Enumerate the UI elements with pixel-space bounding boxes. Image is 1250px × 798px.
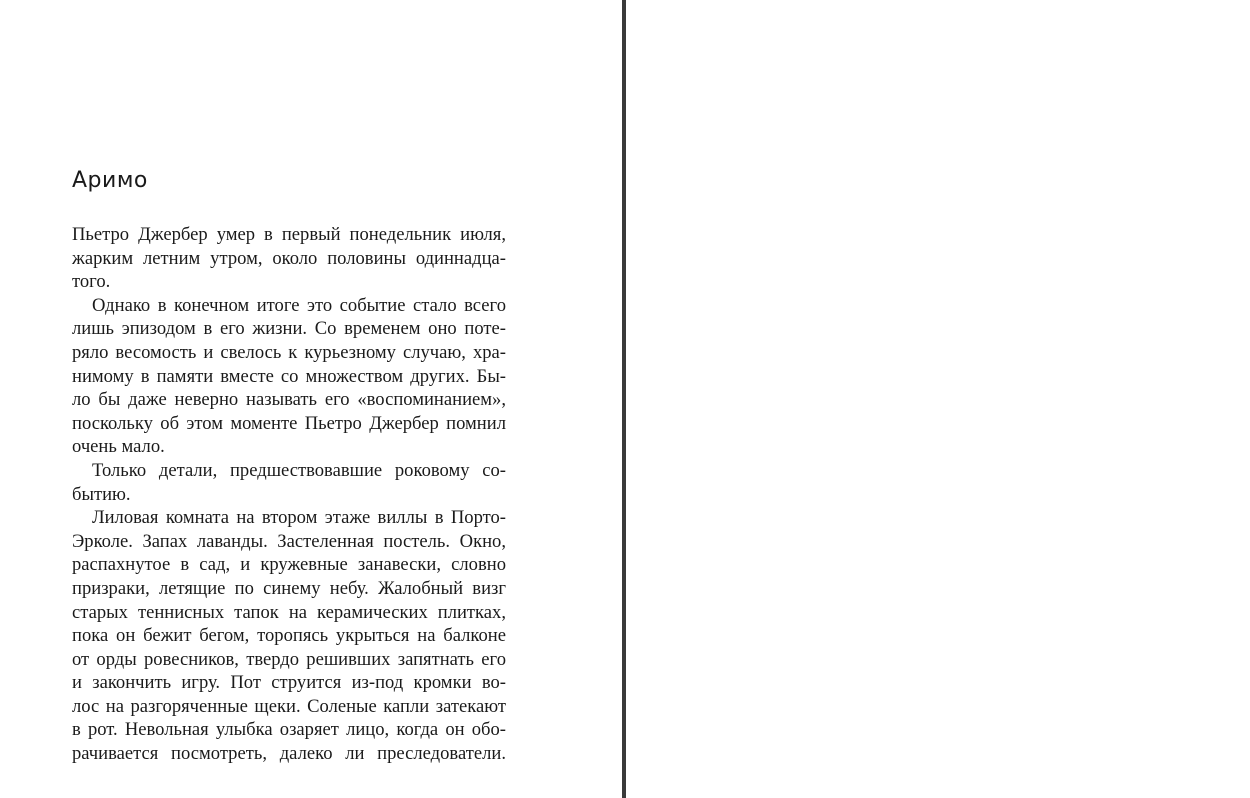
text-line: ло бы даже неверно называть его «воспоминанием», [72,389,506,411]
text-line: Только детали, предшествовавшие роковому со- [92,459,506,481]
text-line: рачивается посмотреть, далеко ли преследователи. [72,743,506,765]
text-line: того. [72,271,111,293]
left-page [0,0,622,798]
text-line: жарким летним утром, около половины одиннадца- [72,247,506,269]
right-page [626,0,1250,798]
text-line: лишь эпизодом в его жизни. Со временем оно поте- [72,318,506,340]
text-line: ряло весомость и свелось к курьезному случаю, хра- [72,341,506,363]
text-line: нимому в памяти вместе со множеством других. Бы- [72,365,506,387]
text-line: пока он бежит бегом, торопясь укрыться на балконе [72,625,506,647]
text-line: в рот. Невольная улыбка озаряет лицо, когда он обо- [72,719,506,741]
text-line: от орды ровесников, твердо решивших запятнать его [72,648,506,670]
text-line: Лиловая комната на втором этаже виллы в Порто- [92,507,506,529]
text-line: бытию. [72,483,131,505]
chapter-title: Аримо [72,168,148,193]
text-line: Однако в конечном итоге это событие стало всего [92,294,506,316]
text-line: призраки, летящие по синему небу. Жалобный визг [72,577,506,599]
text-line: поскольку об этом моменте Пьетро Джербер помнил [72,412,506,434]
text-line: очень мало. [72,436,165,458]
text-line: распахнутое в сад, и кружевные занавески, словно [72,554,506,576]
left-page-text [72,223,506,766]
text-line: Эрколе. Запах лаванды. Застеленная постель. Окно, [72,530,506,552]
text-line: Пьетро Джербер умер в первый понедельник июля, [72,224,506,245]
text-line: и закончить игру. Пот струится из-под кромки во- [72,672,506,694]
text-line: лос на разгоряченные щеки. Соленые капли затекают [72,695,506,717]
text-line: старых теннисных тапок на керамических плитках, [72,601,506,623]
